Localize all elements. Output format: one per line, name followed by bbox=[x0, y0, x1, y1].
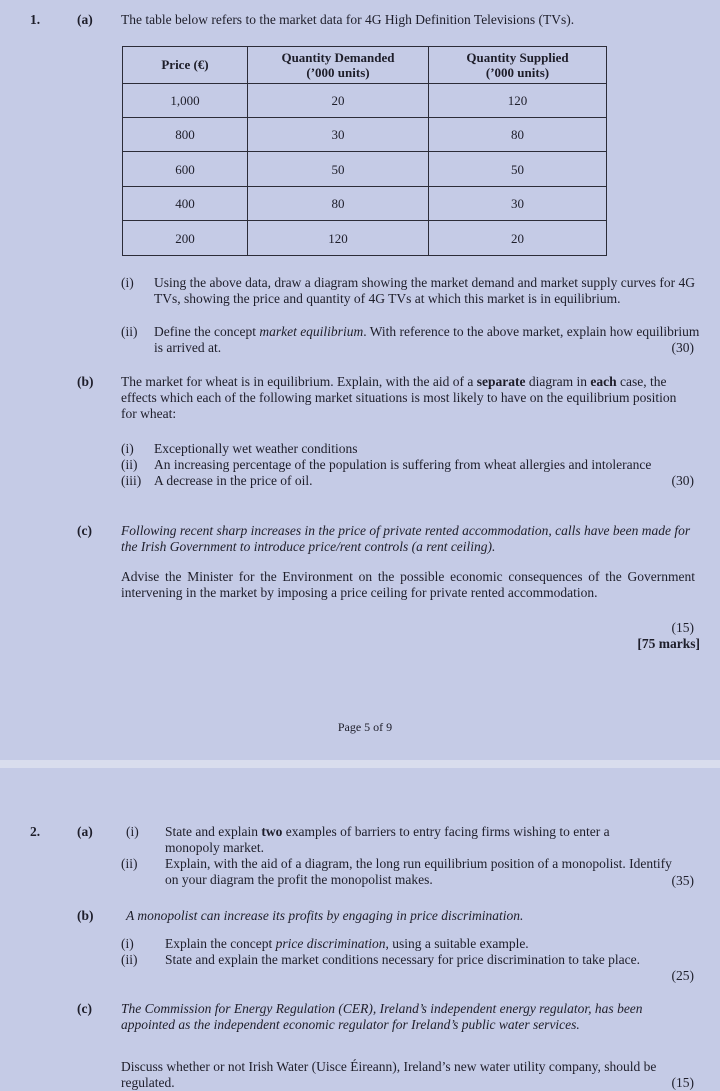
q1a-ii-label: (ii) bbox=[121, 324, 138, 339]
table-cell: 400 bbox=[123, 186, 248, 220]
q1a-i-label: (i) bbox=[121, 275, 134, 290]
table-row bbox=[123, 186, 607, 220]
table-cell: 800 bbox=[123, 118, 248, 152]
q2b-ii-label: (ii) bbox=[121, 952, 138, 967]
table-row bbox=[123, 83, 607, 117]
q1c-marks: (15) bbox=[671, 620, 694, 635]
table-cell: 50 bbox=[429, 152, 607, 186]
q1-total-marks: [75 marks] bbox=[637, 636, 700, 651]
q1b-item-label: (ii) bbox=[121, 457, 138, 472]
table-row bbox=[123, 118, 607, 152]
q2b-italic-text: A monopolist can increase its profits by engaging in price discrimination. bbox=[126, 908, 524, 923]
header-price: Price (€) bbox=[123, 47, 248, 84]
q2b-ii-text: State and explain the market conditions necessary for price discrimination to take place. bbox=[165, 952, 640, 967]
q1b-text: The market for wheat is in equilibrium. Explain, with the aid of a separate diagram in each case, the effects which each of the following market situations is most likely to have on the equilibrium position for wheat: bbox=[121, 374, 677, 421]
q1b-item-text: A decrease in the price of oil. bbox=[154, 473, 313, 488]
q1c-label: (c) bbox=[77, 523, 92, 538]
q2b-label: (b) bbox=[77, 908, 94, 923]
table-cell: 30 bbox=[248, 118, 429, 152]
table-cell: 600 bbox=[123, 152, 248, 186]
q2c-italic-text: The Commission for Energy Regulation (CER), Ireland’s independent energy regulator, has been appointed as the independent economic regulator for Ireland’s public water services. bbox=[121, 1001, 643, 1032]
q2a-ii-label: (ii) bbox=[121, 856, 138, 871]
q2a-marks: (35) bbox=[671, 873, 694, 888]
q1b-item-text: Exceptionally wet weather conditions bbox=[154, 441, 358, 456]
q1b-item-label: (i) bbox=[121, 441, 134, 456]
market-data-table bbox=[122, 46, 607, 256]
table-cell: 200 bbox=[123, 221, 248, 256]
q1a-ii-text: Define the concept market equilibrium. With reference to the above market, explain how equilibrium is arrived at. bbox=[154, 324, 700, 355]
table-cell: 120 bbox=[429, 83, 607, 117]
table-cell: 120 bbox=[248, 221, 429, 256]
q1c-text: Advise the Minister for the Environment on the possible economic consequences of the Government intervening in the market by imposing a price ceiling for private rented accommodation. bbox=[121, 569, 695, 600]
table-row bbox=[123, 221, 607, 256]
question-1-number: 1. bbox=[30, 12, 41, 27]
table-header-row bbox=[123, 47, 607, 84]
q1b-item-label: (iii) bbox=[121, 473, 142, 488]
q2b-i-label: (i) bbox=[121, 936, 134, 951]
q2b-marks: (25) bbox=[671, 968, 694, 983]
table-cell: 20 bbox=[248, 83, 429, 117]
q1b-item-text: An increasing percentage of the population is suffering from wheat allergies and intolerance bbox=[154, 457, 652, 472]
q1a-marks: (30) bbox=[671, 340, 694, 355]
table-cell: 80 bbox=[429, 118, 607, 152]
q1a-i-text: Using the above data, draw a diagram showing the market demand and market supply curves for 4G TVs, showing the price and quantity of 4G TVs at which this market is in equilibrium. bbox=[154, 275, 695, 306]
q1a-label: (a) bbox=[77, 12, 93, 27]
q2a-i-text: State and explain two examples of barriers to entry facing firms wishing to enter a monopoly market. bbox=[165, 824, 610, 855]
q2a-label: (a) bbox=[77, 824, 93, 839]
table-row bbox=[123, 152, 607, 186]
table-cell: 80 bbox=[248, 186, 429, 220]
q2c-marks: (15) bbox=[671, 1075, 694, 1090]
table-cell: 50 bbox=[248, 152, 429, 186]
header-quantity-demanded: Quantity Demanded (’000 units) bbox=[248, 47, 429, 84]
header-quantity-supplied: Quantity Supplied (’000 units) bbox=[429, 47, 607, 84]
q2c-text: Discuss whether or not Irish Water (Uisce Éireann), Ireland’s new water utility company, should be regulated. bbox=[121, 1059, 657, 1090]
q1a-intro: The table below refers to the market data for 4G High Definition Televisions (TVs). bbox=[121, 12, 575, 27]
q2a-ii-text: Explain, with the aid of a diagram, the long run equilibrium position of a monopolist. Identify on your diagram the profit the monopolist makes. bbox=[165, 856, 672, 887]
table-cell: 30 bbox=[429, 186, 607, 220]
question-2-number: 2. bbox=[30, 824, 41, 839]
q2c-label: (c) bbox=[77, 1001, 92, 1016]
page-number: Page 5 of 9 bbox=[337, 720, 393, 734]
q2b-i-text: Explain the concept price discrimination, using a suitable example. bbox=[165, 936, 529, 951]
q2a-i-label: (i) bbox=[126, 824, 139, 839]
q1c-italic-text: Following recent sharp increases in the price of private rented accommodation, calls have been made for the Irish Government to introduce price/rent controls (a rent ceiling). bbox=[121, 523, 691, 554]
table-cell: 1,000 bbox=[123, 83, 248, 117]
table-cell: 20 bbox=[429, 221, 607, 256]
q1b-label: (b) bbox=[77, 374, 94, 389]
page-divider bbox=[0, 760, 720, 768]
q1b-marks: (30) bbox=[671, 473, 694, 488]
